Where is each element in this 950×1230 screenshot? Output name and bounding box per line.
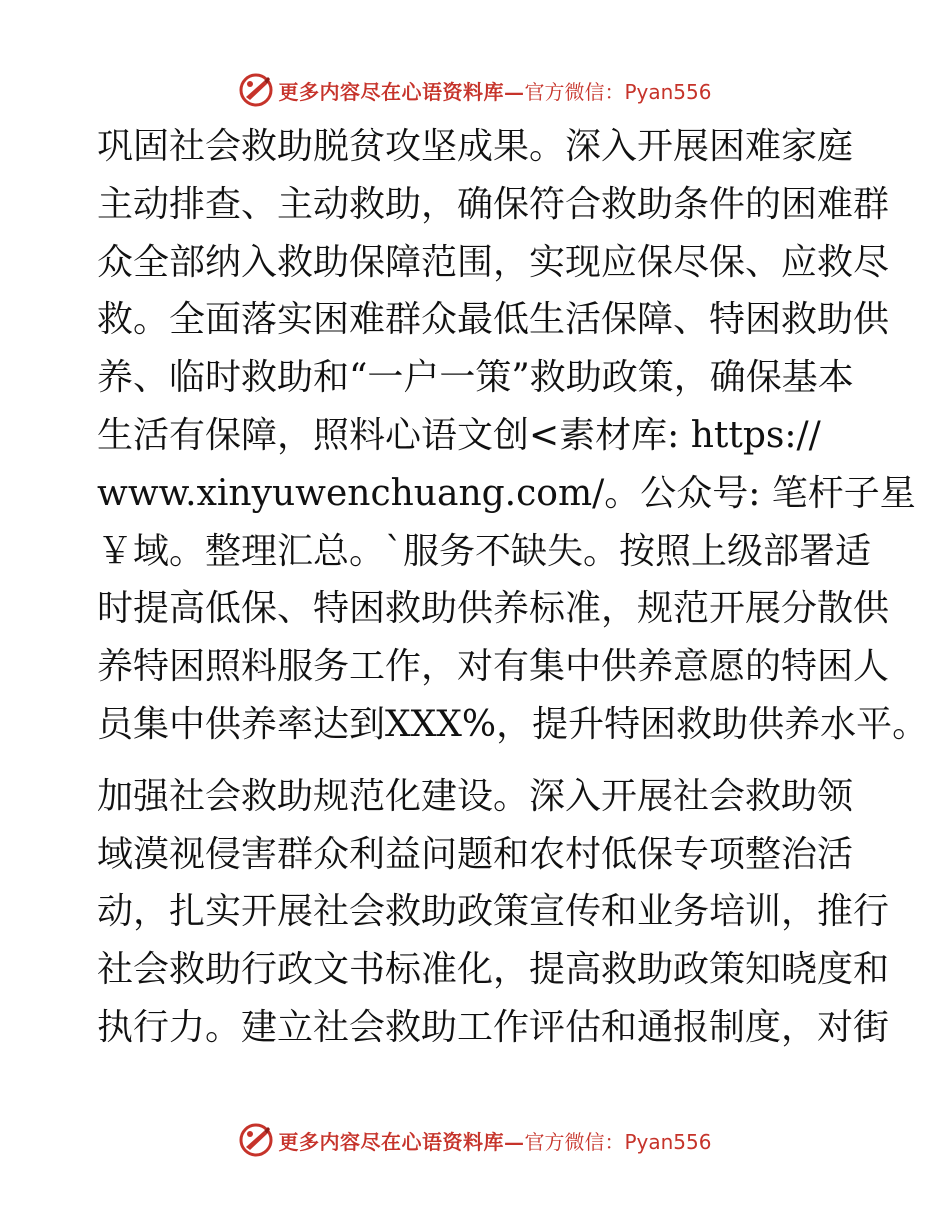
text-line: 时提高低保、特困救助供养标准，规范开展分散供	[97, 588, 890, 630]
text-line: 养特困照料服务工作，对有集中供养意愿的特困人	[97, 646, 890, 688]
paragraph-2	[97, 768, 890, 1057]
brand-logo-icon	[238, 1122, 274, 1158]
text-line: 执行力。建立社会救助工作评估和通报制度，对街	[97, 1006, 890, 1048]
text-line: 巩固社会救助脱贫攻坚成果。深入开展困难家庭	[97, 126, 854, 167]
paragraph-1	[97, 118, 929, 754]
footer-watermark-text: 更多内容尽在心语资料库—	[278, 1129, 525, 1154]
header-watermark-text: 更多内容尽在心语资料库—	[278, 79, 525, 104]
document-body	[97, 118, 929, 1057]
text-line: 众全部纳入救助保障范围，实现应保尽保、应救尽	[97, 241, 890, 283]
paragraph-gap	[97, 754, 857, 768]
header-watermark-wechat: 官方微信：Pyan556	[524, 79, 712, 104]
text-line: ￥域。整理汇总。`服务不缺失。按照上级部署适	[97, 530, 872, 572]
text-line: 社会救助行政文书标准化，提高救助政策知晓度和	[97, 949, 890, 991]
brand-logo-icon	[238, 72, 274, 108]
text-line: 加强社会救助规范化建设。深入开展社会救助领	[97, 775, 854, 817]
text-line: 动，扎实开展社会救助政策宣传和业务培训，推行	[97, 891, 890, 933]
footer-watermark	[0, 1120, 950, 1160]
text-line: 养、临时救助和“一户一策”救助政策，确保基本	[97, 357, 854, 399]
text-line: www.xinyuwenchuang.com/。公众号: 笔杆子星	[97, 472, 916, 514]
text-line: 域漠视侵害群众利益问题和农村低保专项整治活	[97, 833, 854, 875]
text-line: 主动排查、主动救助，确保符合救助条件的困难群	[97, 183, 890, 225]
text-line: 救。全面落实困难群众最低生活保障、特困救助供	[97, 299, 890, 341]
header-watermark	[0, 70, 950, 110]
footer-watermark-wechat: 官方微信：Pyan556	[524, 1129, 712, 1154]
text-line: 生活有保障，照料心语文创<素材库: https://	[97, 414, 821, 456]
text-line: 员集中供养率达到XXX%，提升特困救助供养水平。	[97, 703, 929, 745]
